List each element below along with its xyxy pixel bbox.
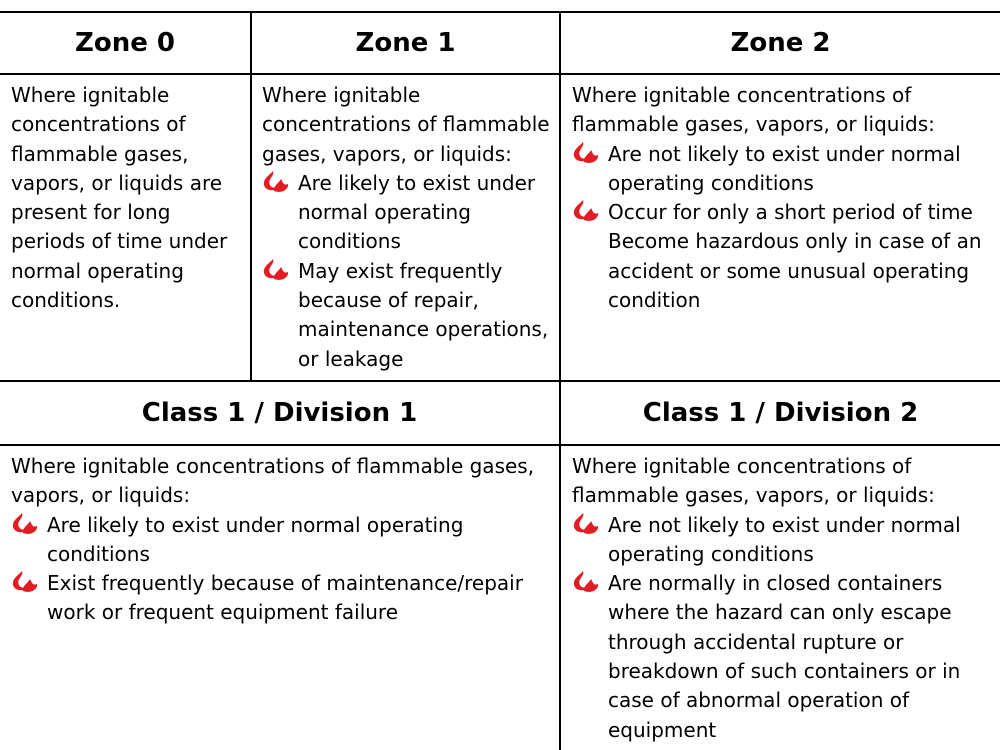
division-2-body — [572, 452, 972, 745]
zone-2-bullet-2: Occur for only a short period of time — [608, 200, 973, 225]
zone-0-body — [11, 81, 245, 315]
list-item — [572, 569, 972, 745]
zone-2-bullet-1: Are not likely to exist under normal operating conditions — [608, 141, 961, 195]
flame-icon — [572, 142, 600, 166]
zone-1-bullet-1: Are likely to exist under normal operating conditions — [298, 170, 536, 254]
division-2-intro: Where ignitable concentrations of flammable gases, vapors, or liquids: — [572, 454, 935, 508]
zone-1-intro: Where ignitable concentrations of flammable gases, vapors, or liquids: — [262, 83, 550, 166]
flame-icon — [572, 200, 600, 224]
zone-1-body — [262, 81, 556, 374]
list-item — [11, 511, 541, 570]
division-1-intro: Where ignitable concentrations of flammable gases, vapors, or liquids: — [11, 454, 535, 508]
zone-0-header: Zone 0 — [74, 28, 175, 58]
division-2-bullet-list — [572, 511, 972, 745]
flame-icon — [262, 171, 290, 195]
list-item — [572, 140, 992, 199]
flame-icon — [572, 513, 600, 537]
flame-icon — [11, 571, 39, 595]
division-2-header: Class 1 / Division 2 — [642, 398, 919, 428]
flame-icon — [572, 571, 600, 595]
zone-2-bullet-list — [572, 140, 992, 228]
flame-icon — [11, 513, 39, 537]
flame-icon — [262, 259, 290, 283]
division-1-header: Class 1 / Division 1 — [141, 398, 418, 428]
division-2-bullet-1: Are not likely to exist under normal operating conditions — [608, 512, 961, 566]
column-divider-2 — [559, 11, 561, 750]
division-1-body — [11, 452, 541, 628]
zone-2-body — [572, 81, 992, 315]
list-item — [262, 257, 556, 374]
division-header-divider — [0, 444, 1000, 446]
list-item — [11, 569, 541, 628]
zone-header-divider — [0, 73, 1000, 75]
division-2-bullet-2: Are normally in closed containers where the hazard can only escape through accidental rupture or breakdown of such containers or in case of abnormal operation of equipment — [608, 571, 961, 742]
zone-1-header: Zone 1 — [355, 28, 456, 58]
zone-2-header: Zone 2 — [730, 28, 831, 58]
zone-0-text: Where ignitable concentrations of flammable gases, vapors, or liquids are present for long periods of time under normal operating conditions. — [11, 83, 228, 313]
zone-1-bullet-2: May exist frequently because of repair, maintenance operations, or leakage — [298, 258, 549, 371]
list-item — [572, 511, 972, 570]
division-1-bullet-list — [11, 511, 541, 628]
division-1-bullet-1: Are likely to exist under normal operating conditions — [47, 512, 464, 566]
list-item — [572, 198, 992, 227]
zone-1-bullet-list — [262, 169, 556, 374]
zone-2-intro: Where ignitable concentrations of flammable gases, vapors, or liquids: — [572, 83, 935, 137]
list-item — [262, 169, 556, 257]
division-1-bullet-2: Exist frequently because of maintenance/repair work or frequent equipment failure — [47, 571, 523, 625]
zone-2-extra-text: Become hazardous only in case of an accident or some unusual operating condition — [608, 229, 982, 313]
